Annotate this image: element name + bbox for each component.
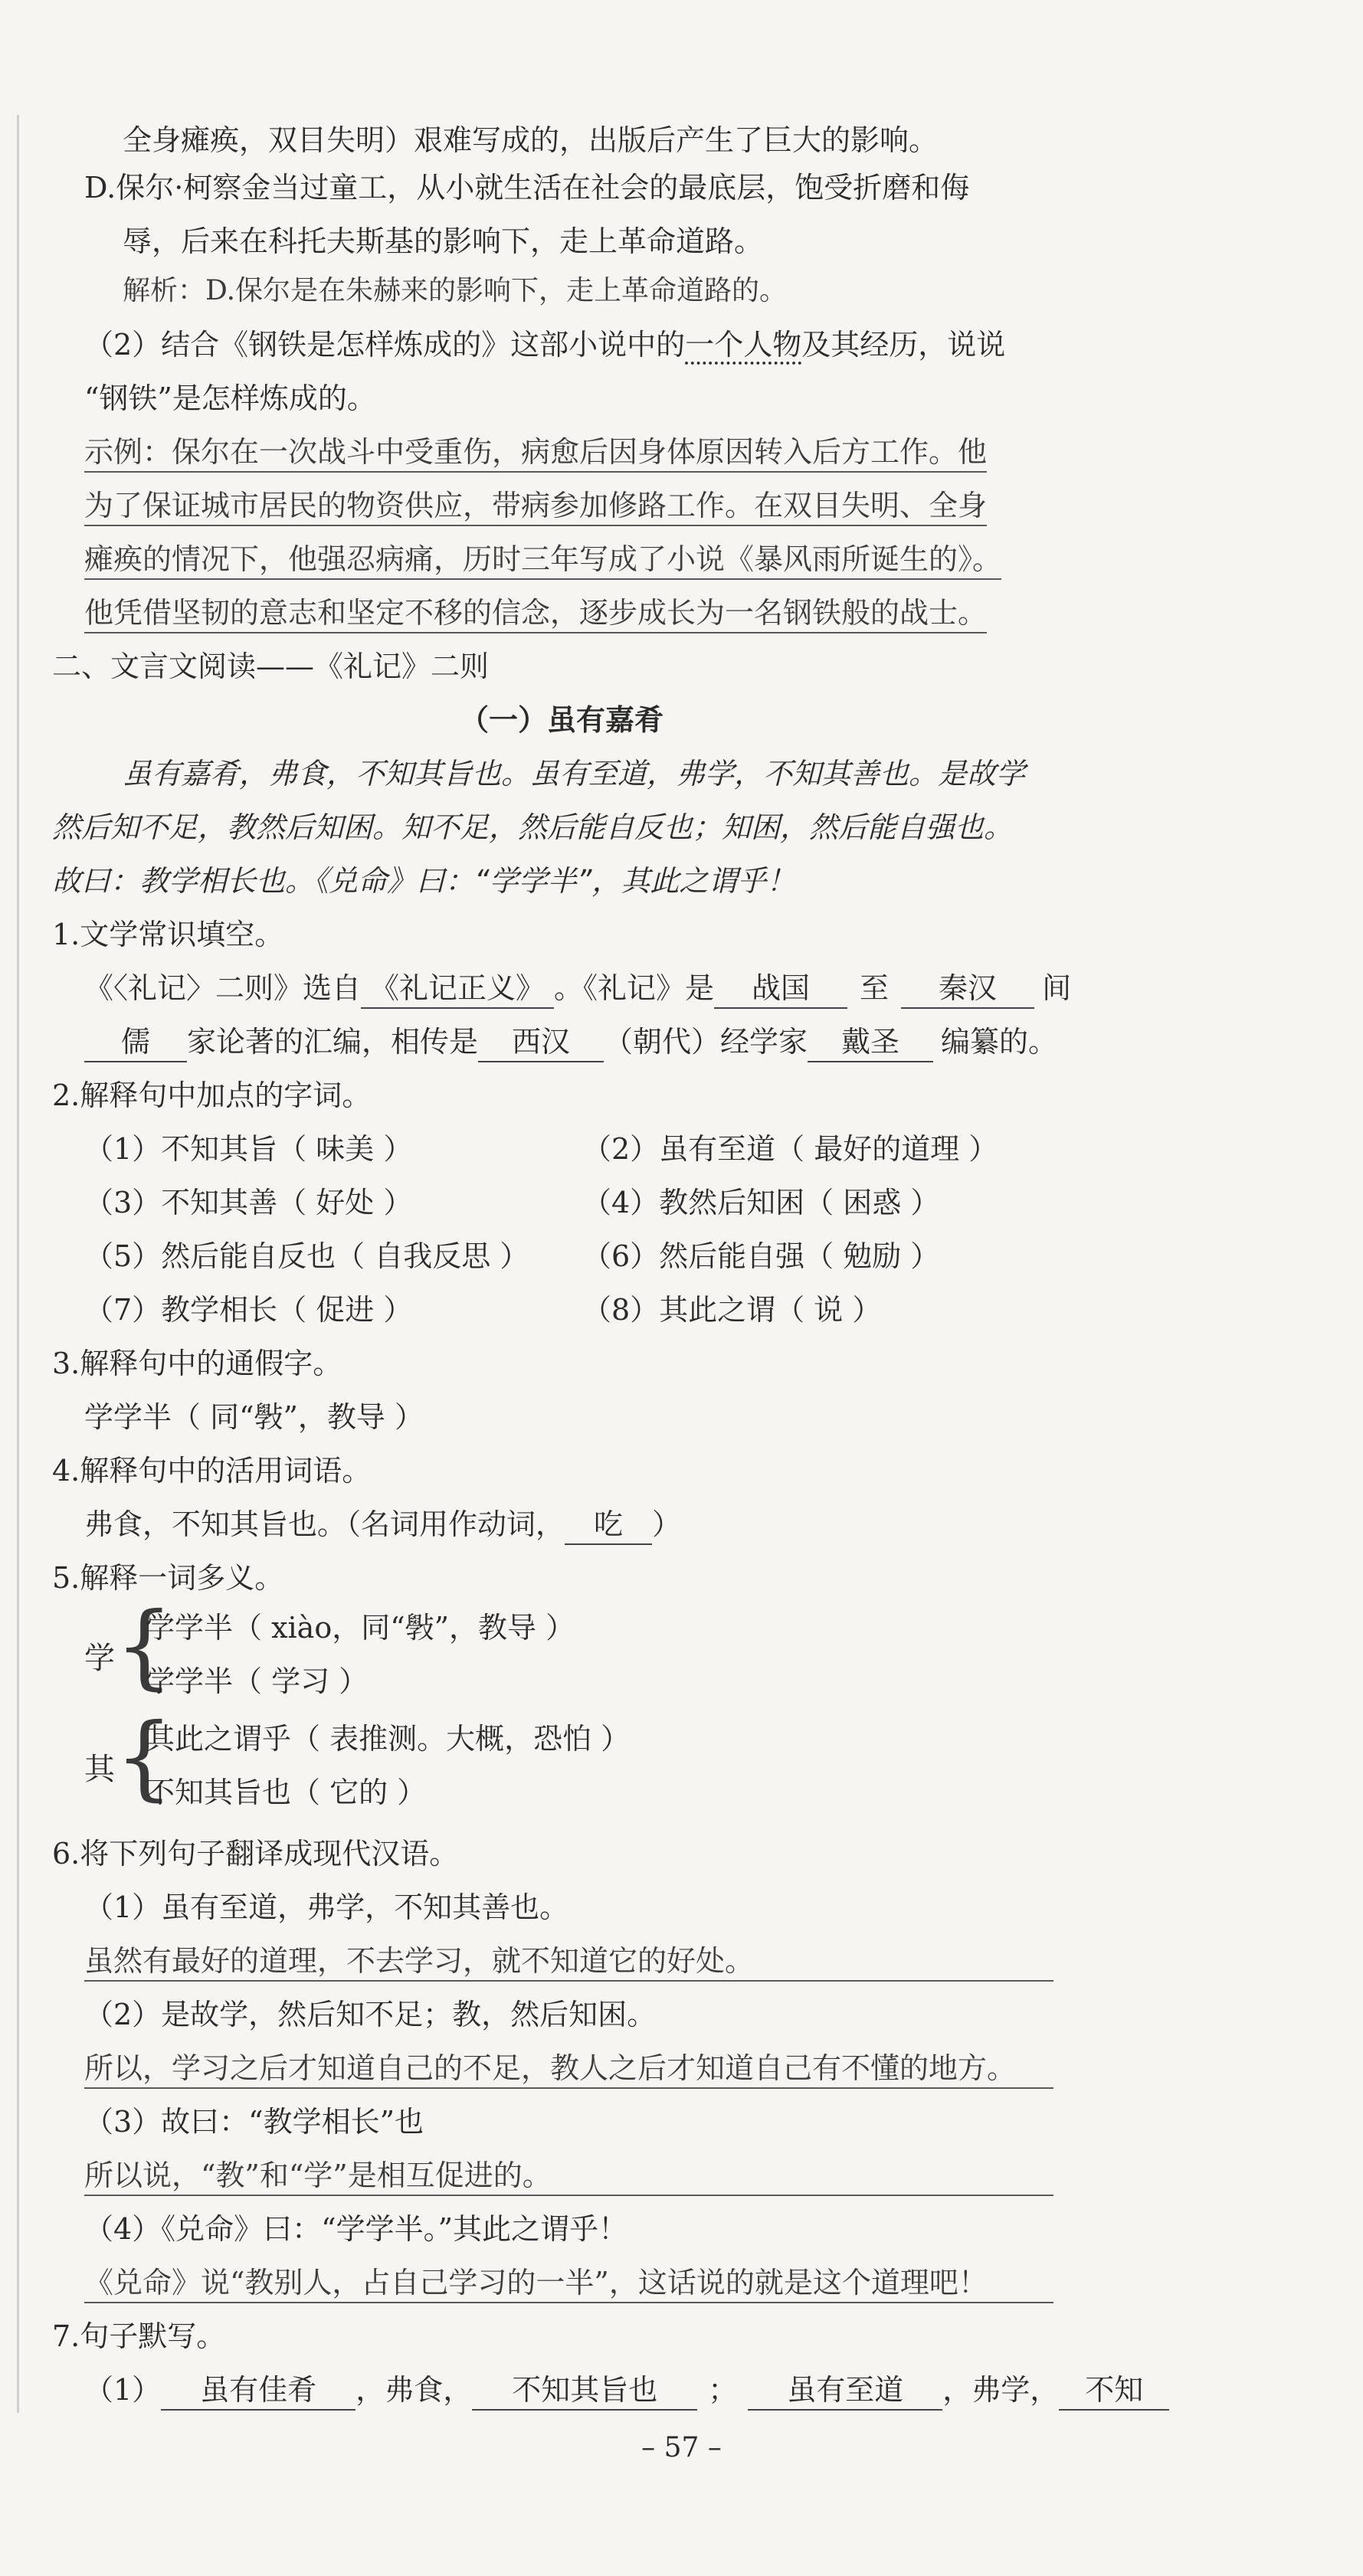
polysemy-item: 不知其旨也（ 它的 ） [146,1776,427,1809]
question-heading: 4.解释句中的活用词语。 [52,1454,372,1488]
polysemy-item: 其此之谓乎（ 表推测。大概，恐怕 ） [146,1722,631,1756]
answer-line: 示例：保尔在一次战斗中受重伤，病愈后因身体原因转入后方工作。他 [84,433,987,473]
question-heading: 7.句子默写。 [52,2319,226,2353]
definition-item: （3）不知其善（ 好处 ） [84,1186,413,1219]
answer-blank: 《礼记正义》 [361,969,554,1009]
fill-text: （1） [84,2373,162,2407]
fill-line [84,1505,681,1545]
polysemy-char-qi: 其 [84,1752,115,1787]
passage-line: 故曰：教学相长也。《兑命》曰：“学学半”，其此之谓乎！ [52,864,796,898]
answer-blank: 吃 [565,1505,652,1545]
fill-text: ） [652,1507,682,1541]
answer-blank: 儒 [84,1023,187,1062]
question-heading: 1.文学常识填空。 [52,918,284,951]
answer-blank: 秦汉 [901,969,1034,1009]
polysemy-item: 学学半（ 学习 ） [146,1664,369,1698]
translation-prompt: （3）故曰：“教学相长”也 [84,2105,424,2139]
answer-blank: 不知其旨也 [472,2371,697,2411]
question-heading: 3.解释句中的通假字。 [52,1347,342,1380]
analysis-text: 解析：D.保尔是在朱赫来的影响下，走上革命道路的。 [123,275,788,306]
subsection-title: （一）虽有嘉肴 [460,702,664,737]
answer-blank: 战国 [714,969,847,1009]
brace-icon: { [115,1593,174,1700]
definition-item: （1）不知其旨（ 味美 ） [84,1132,413,1166]
definition-item: （8）其此之谓（ 说 ） [582,1293,882,1327]
question-2 [84,326,1005,364]
fill-line [84,1023,1057,1062]
answer-blank: 虽有至道 [748,2371,942,2411]
text-line: 全身瘫痪，双目失明）艰难写成的，出版后产生了巨大的影响。 [123,123,939,157]
answer-blank: 虽有佳肴 [161,2371,355,2411]
answer-line: 为了保证城市居民的物资供应，带病参加修路工作。在双目失明、全身 [84,486,987,526]
translation-prompt: （2）是故学，然后知不足；教，然后知困。 [84,1998,657,2031]
question-2-text-c: 及其经历，说说 [801,328,1006,362]
answer-blank: 西汉 [478,1023,604,1062]
definition-item: （7）教学相长（ 促进 ） [84,1293,413,1327]
fill-text: 《〈礼记〉二则》选自 [84,971,362,1005]
margin-rule [17,115,19,2413]
answer-blank: 戴圣 [808,1023,933,1062]
polysemy-char-xue: 学 [84,1641,115,1676]
fill-text: 家论著的汇编，相传是 [187,1025,479,1059]
fill-line [84,969,1071,1009]
fill-text: （朝代）经学家 [604,1025,808,1059]
translation-answer: 所以说，“教”和“学”是相互促进的。 [84,2156,1053,2196]
translation-answer: 所以，学习之后才知道自己的不足，教人之后才知道自己有不懂的地方。 [84,2049,1053,2089]
text-line: 辱，后来在科托夫斯基的影响下，走上革命道路。 [123,224,764,258]
brace-icon: { [115,1704,174,1811]
passage-line: 然后知不足，教然后知困。知不足，然后能自反也；知困，然后能自强也。 [52,810,1014,844]
question-heading: 6.将下列句子翻译成现代汉语。 [52,1837,459,1871]
fill-text: ，弗食， [355,2373,473,2407]
fill-text: ； [708,2373,738,2407]
translation-prompt: （4）《兑命》曰：“学学半。”其此之谓乎！ [84,2212,628,2246]
definition-item: （5）然后能自反也（ 自我反思 ） [84,1239,529,1273]
definition-item: （4）教然后知困（ 困惑 ） [582,1186,940,1219]
translation-answer: 虽然有最好的道理，不去学习，就不知道它的好处。 [84,1942,1053,1982]
passage-line: 虽有嘉肴，弗食，不知其旨也。虽有至道，弗学，不知其善也。是故学 [123,757,1026,790]
question-2-text-a: （2）结合《钢铁是怎样炼成的》这部小说中的 [84,328,686,362]
translation-answer: 《兑命》说“教别人，占自己学习的一半”，这话说的就是这个道理吧！ [84,2263,1053,2303]
definition-item: （6）然后能自强（ 勉励 ） [582,1239,940,1273]
fill-text: 。《礼记》是 [554,971,715,1005]
text-line: “钢铁”是怎样炼成的。 [84,381,376,415]
definition-item: （2）虽有至道（ 最好的道理 ） [582,1132,998,1166]
section-heading: 二、文言文阅读——《礼记》二则 [52,650,490,683]
definition-item: 学学半（ 同“斅”，教导 ） [84,1400,424,1434]
fill-text: 编纂的。 [941,1025,1058,1059]
answer-blank: 不知 [1059,2371,1169,2411]
fill-line [84,2371,1169,2411]
answer-line: 瘫痪的情况下，他强忍病痛，历时三年写成了小说《暴风雨所诞生的》。 [84,540,1001,580]
option-d: D.保尔·柯察金当过童工，从小就生活在社会的最底层，饱受折磨和侮 [84,171,970,205]
question-heading: 5.解释一词多义。 [52,1561,284,1595]
answer-line: 他凭借坚韧的意志和坚定不移的信念，逐步成长为一名钢铁般的战士。 [84,594,987,633]
fill-text: 至 [860,971,890,1005]
fill-text: ，弗学， [942,2373,1060,2407]
polysemy-item: 学学半（ xiào，同“斅”，教导 ） [146,1611,575,1645]
fill-text: 间 [1042,971,1072,1005]
question-heading: 2.解释句中加点的字词。 [52,1079,372,1112]
translation-prompt: （1）虽有至道，弗学，不知其善也。 [84,1890,569,1924]
page-number: – 57 – [641,2432,722,2463]
fill-text: 弗食，不知其旨也。（名词用作动词， [84,1507,565,1541]
question-2-emphasis: 一个人物 [685,328,802,362]
